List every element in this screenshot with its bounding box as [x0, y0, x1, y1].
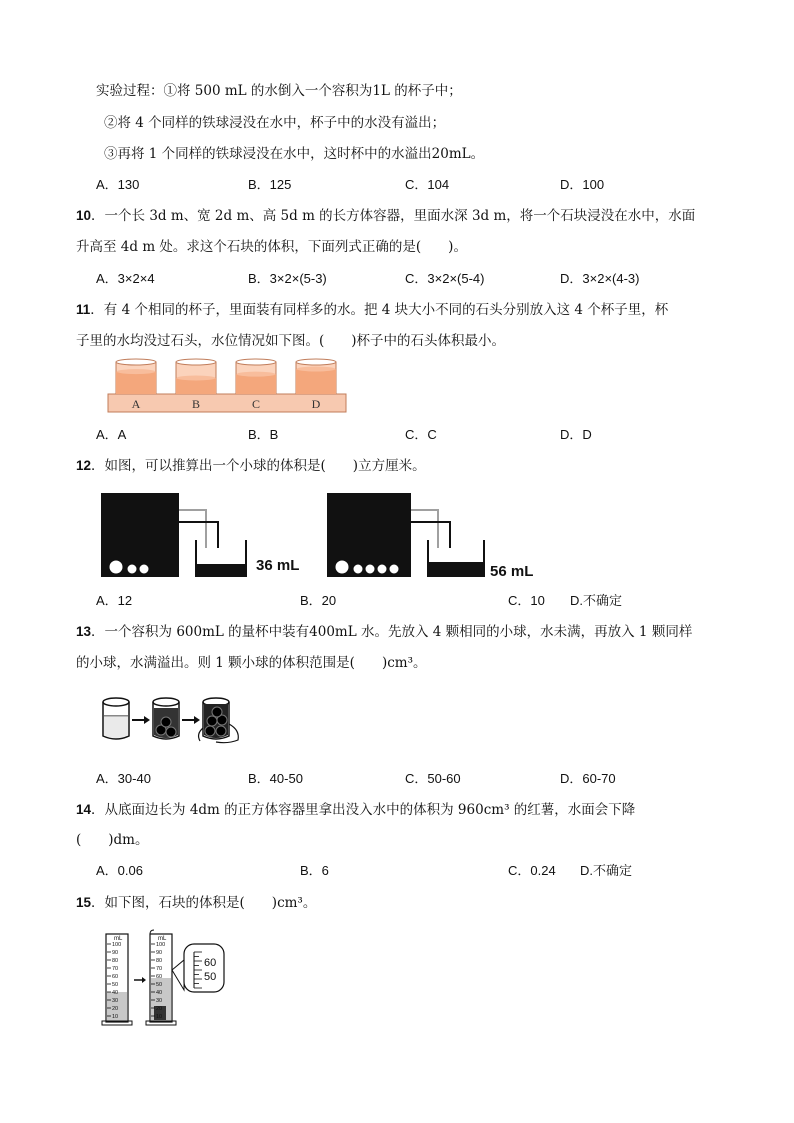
q15-line1 — [76, 894, 316, 912]
q15-zoom-50: 50 — [204, 971, 217, 983]
q14-number: 14 — [76, 802, 92, 817]
q11-number: 11 — [76, 302, 91, 317]
q12-text1: ．如图，可以推算出一个小球的体积是( )立方厘米。 — [91, 458, 426, 474]
q14-line1 — [76, 801, 635, 819]
q9-step3: ③再将 1 个同样的铁球浸没在水中，这时杯中的水溢出20mL。 — [104, 146, 485, 162]
q13-option-a[interactable]: A．30-40 — [96, 771, 151, 786]
ball — [377, 564, 387, 574]
tick-label: 20 — [112, 1006, 119, 1012]
q14-text1: ．从底面边长为 4dm 的正方体容器里拿出没入水中的体积为 960cm³ 的红薯，水面会下降 — [91, 802, 636, 818]
tick-label: 50 — [112, 982, 119, 988]
q15-cylinders-figure — [100, 930, 230, 1030]
ball — [365, 564, 375, 574]
q11-option-a[interactable]: A．A — [96, 427, 127, 442]
tick-label: 100 — [156, 942, 166, 948]
tick-label: 40 — [112, 990, 119, 996]
cup-d — [296, 359, 336, 394]
q11-option-d[interactable]: D．D — [560, 427, 592, 442]
q9-step2: ②将 4 个同样的铁球浸没在水中，杯子中的水没有溢出； — [104, 115, 446, 131]
tick-label: 30 — [112, 998, 119, 1004]
q10-number: 10 — [76, 208, 92, 223]
q13-text1: ．一个容积为 600mL 的量杯中装有400mL 水。先放入 4 颗相同的小球，水未满，再放入 1 颗同样 — [91, 624, 693, 640]
q15-unit-1: mL — [114, 936, 123, 942]
q11-line2: 子里的水均没过石头，水位情况如下图。( )杯子中的石头体积最小。 — [76, 333, 506, 349]
tick-label: 70 — [156, 966, 163, 972]
tick-label: 60 — [156, 974, 163, 980]
q12-fig2-label: 56 mL — [490, 563, 534, 580]
cup-label-c: C — [251, 397, 261, 411]
q9-option-d[interactable]: D．100 — [560, 177, 605, 192]
q11-line1 — [76, 301, 668, 319]
tick-label: 90 — [156, 950, 163, 956]
q13-beakers-figure — [100, 694, 250, 746]
q11-cups-figure — [108, 358, 348, 416]
ball — [353, 564, 363, 574]
ball — [335, 560, 349, 574]
q12-option-c[interactable]: C．10 — [508, 593, 545, 608]
cup-label-d: D — [311, 397, 321, 411]
q12-figure-2 — [322, 490, 562, 582]
cup-label-b: B — [191, 397, 201, 411]
q14-option-a[interactable]: A．0.06 — [96, 863, 143, 878]
q14-line2: ( )dm。 — [76, 832, 149, 848]
cup-a — [116, 359, 156, 394]
tick-label: 60 — [112, 974, 119, 980]
q13-line2: 的小球，水满溢出。则 1 颗小球的体积范围是( )cm³。 — [76, 655, 427, 671]
ball — [139, 564, 149, 574]
q13-option-b[interactable]: B．40-50 — [248, 771, 303, 786]
ball — [109, 560, 123, 574]
tick-label: 10 — [156, 1014, 163, 1020]
q9-step1: 实验过程：①将 500 mL 的水倒入一个容积为1L 的杯子中； — [96, 83, 462, 99]
q12-fig1-label: 36 mL — [256, 557, 300, 574]
q11-option-b[interactable]: B．B — [248, 427, 279, 442]
q13-option-c[interactable]: C．50-60 — [405, 771, 461, 786]
tick-label: 30 — [156, 998, 163, 1004]
q14-option-b[interactable]: B．6 — [300, 863, 329, 878]
q10-line1 — [76, 207, 695, 225]
q12-figure-1 — [96, 490, 326, 582]
q12-option-b[interactable]: B．20 — [300, 593, 337, 608]
ball — [127, 564, 137, 574]
cup-label-a: A — [131, 397, 141, 411]
q13-number: 13 — [76, 624, 92, 639]
q15-number: 15 — [76, 895, 92, 910]
ball — [389, 564, 399, 574]
tick-label: 40 — [156, 990, 163, 996]
q14-option-d[interactable]: D.不确定 — [580, 863, 633, 878]
cup-b — [176, 359, 216, 394]
tick-label: 70 — [112, 966, 119, 972]
tick-label: 90 — [112, 950, 119, 956]
q9-option-b[interactable]: B．125 — [248, 177, 292, 192]
q11-text1: ．有 4 个相同的杯子，里面装有同样多的水。把 4 块大小不同的石头分别放入这 4 个杯子里，杯 — [90, 302, 669, 318]
tick-label: 80 — [112, 958, 119, 964]
q15-text1: ．如下图，石块的体积是( )cm³。 — [91, 895, 317, 911]
q13-option-d[interactable]: D．60-70 — [560, 771, 616, 786]
q11-option-c[interactable]: C．C — [405, 427, 437, 442]
q12-number: 12 — [76, 458, 92, 473]
q10-option-a[interactable]: A．3×2×4 — [96, 271, 155, 286]
tick-label: 50 — [156, 982, 163, 988]
tick-label: 80 — [156, 958, 163, 964]
q13-line1 — [76, 623, 692, 641]
q10-text1: ．一个长 3d m、宽 2d m、高 5d m 的长方体容器，里面水深 3d m，将一个石块浸没在水中，水面 — [91, 208, 696, 224]
q12-line1 — [76, 457, 426, 475]
q15-zoom-60: 60 — [204, 957, 217, 969]
q9-option-c[interactable]: C．104 — [405, 177, 450, 192]
q14-option-c[interactable]: C．0.24 — [508, 863, 556, 878]
shelf-base — [108, 394, 346, 412]
q10-option-c[interactable]: C．3×2×(5-4) — [405, 271, 485, 286]
q10-line2: 升高至 4d m 处。求这个石块的体积，下面列式正确的是( )。 — [76, 239, 467, 255]
q15-unit-2: mL — [158, 936, 167, 942]
q12-option-d[interactable]: D.不确定 — [570, 593, 623, 608]
tick-label: 100 — [112, 942, 122, 948]
q10-option-d[interactable]: D．3×2×(4-3) — [560, 271, 640, 286]
cup-c — [236, 359, 276, 394]
tick-label: 20 — [156, 1006, 163, 1012]
q12-option-a[interactable]: A．12 — [96, 593, 133, 608]
q10-option-b[interactable]: B．3×2×(5-3) — [248, 271, 327, 286]
tick-label: 10 — [112, 1014, 119, 1020]
q9-option-a[interactable]: A．130 — [96, 177, 140, 192]
